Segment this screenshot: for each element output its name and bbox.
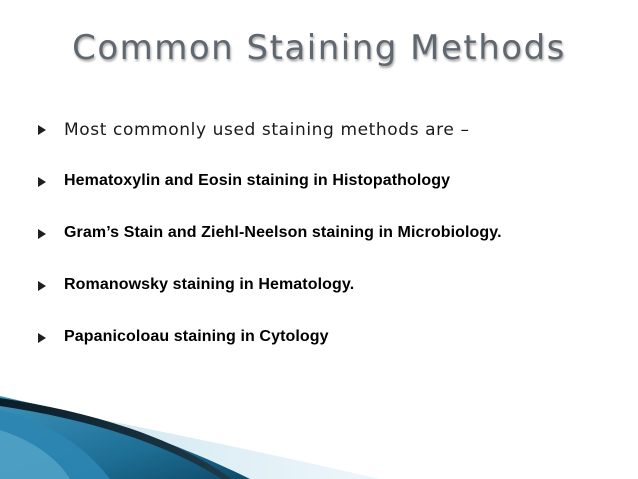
bullet-list xyxy=(38,120,618,380)
triangle-right-icon xyxy=(38,276,64,291)
triangle-right-icon xyxy=(38,224,64,239)
triangle-right-icon xyxy=(38,172,64,187)
triangle-right-icon xyxy=(38,120,64,135)
bullet-item xyxy=(38,276,618,328)
bullet-item xyxy=(38,120,618,172)
bullet-text-intro: Most commonly used staining methods are – xyxy=(64,120,470,140)
slide-title: Common Staining Methods xyxy=(72,28,566,68)
triangle-right-icon xyxy=(38,328,64,343)
bullet-text-microbiology: Gram’s Stain and Ziehl-Neelson staining in Microbiology. xyxy=(64,224,502,241)
bullet-item xyxy=(38,328,618,380)
bullet-text-cytology: Papanicoloau staining in Cytology xyxy=(64,328,329,345)
bullet-item xyxy=(38,224,618,276)
bullet-text-hematology: Romanowsky staining in Hematology. xyxy=(64,276,355,293)
bullet-text-histopathology: Hematoxylin and Eosin staining in Histopathology xyxy=(64,172,451,189)
bullet-item xyxy=(38,172,618,224)
